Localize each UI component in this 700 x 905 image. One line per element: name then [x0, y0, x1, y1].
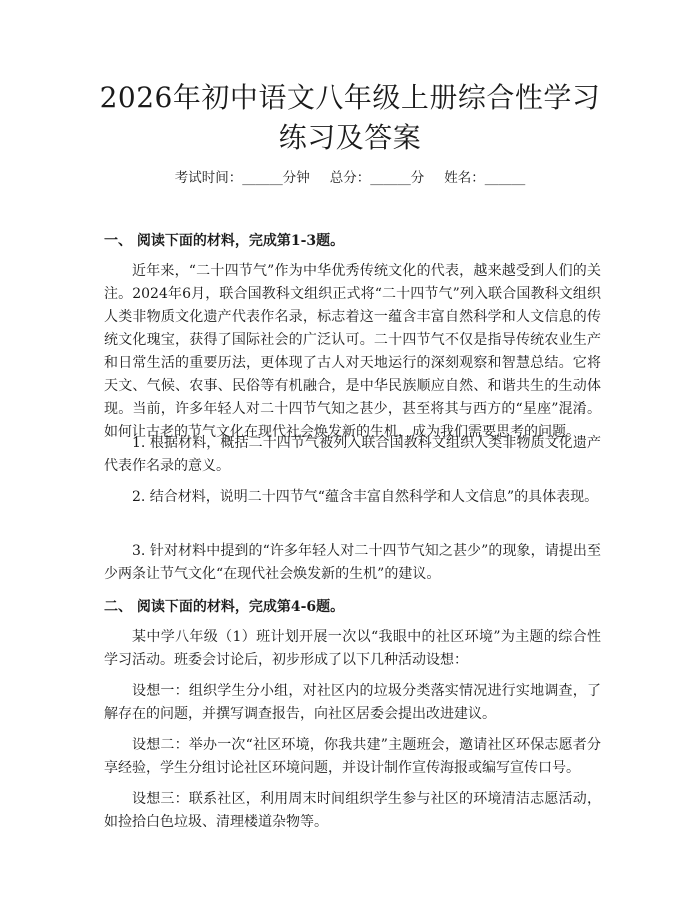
total-score: 总分：______分 [329, 170, 425, 186]
student-name: 姓名：______ [444, 170, 526, 186]
idea-2: 设想二：举办一次“社区环境，你我共建”主题班会，邀请社区环保志愿者分享经验，学生分组讨论社区环境问题，并设计制作宣传海报或编写宣传口号。 [104, 737, 601, 776]
question-2: 2. 结合材料，说明二十四节气“蕴含丰富自然科学和人文信息”的具体表现。 [132, 489, 599, 505]
section-2-heading: 二、 阅读下面的材料，完成第4-6题。 [104, 599, 345, 615]
idea-3: 设想三：联系社区，利用周末时间组织学生参与社区的环境清洁志愿活动，如捡拾白色垃圾、清理楼道杂物等。 [104, 791, 601, 830]
document-title: 2026年初中语文八年级上册综合性学习练习及答案 [99, 81, 601, 154]
section-1-heading: 一、 阅读下面的材料，完成第1-3题。 [104, 233, 345, 249]
question-3: 3. 针对材料中提到的“许多年轻人对二十四节气知之甚少”的现象，请提出至少两条让节气文化“在现代社会焕发新的生机”的建议。 [104, 543, 601, 582]
section-2-material: 某中学八年级（1）班计划开展一次以“我眼中的社区环境”为主题的综合性学习活动。班委会讨论后，初步形成了以下几种活动设想： [104, 629, 601, 668]
section-1-material: 近年来，“二十四节气”作为中华优秀传统文化的代表，越来越受到人们的关注。2024年6月，联合国教科文组织正式将“二十四节气”列入联合国教科文组织人类非物质文化遗产代表作名录，标志着这一蕴含丰富自然科学和人文信息的传统文化瑰宝，获得了国际社会的广泛认可。二十四节气不仅是指导传统农业生产和日常生活的重要历法，更体现了古人对天地运行的深刻观察和智慧总结。它将天文、气候、农事、民俗等有机融合，是中华民族顺应自然、和谐共生的生动体现。当前，许多年轻人对二十四节气知之甚少，甚至将其与西方的“星座”混淆。如何让古老的节气文化在现代社会焕发新的生机，成为我们需要思考的问题。 [104, 263, 601, 440]
question-1: 1. 根据材料，概括二十四节气被列入联合国教科文组织人类非物质文化遗产代表作名录的意义。 [104, 435, 601, 474]
idea-1: 设想一：组织学生分小组，对社区内的垃圾分类落实情况进行实地调查，了解存在的问题，并撰写调查报告，向社区居委会提出改进建议。 [104, 683, 601, 722]
exam-info-line [0, 168, 700, 188]
exam-time: 考试时间：______分钟 [174, 170, 310, 186]
